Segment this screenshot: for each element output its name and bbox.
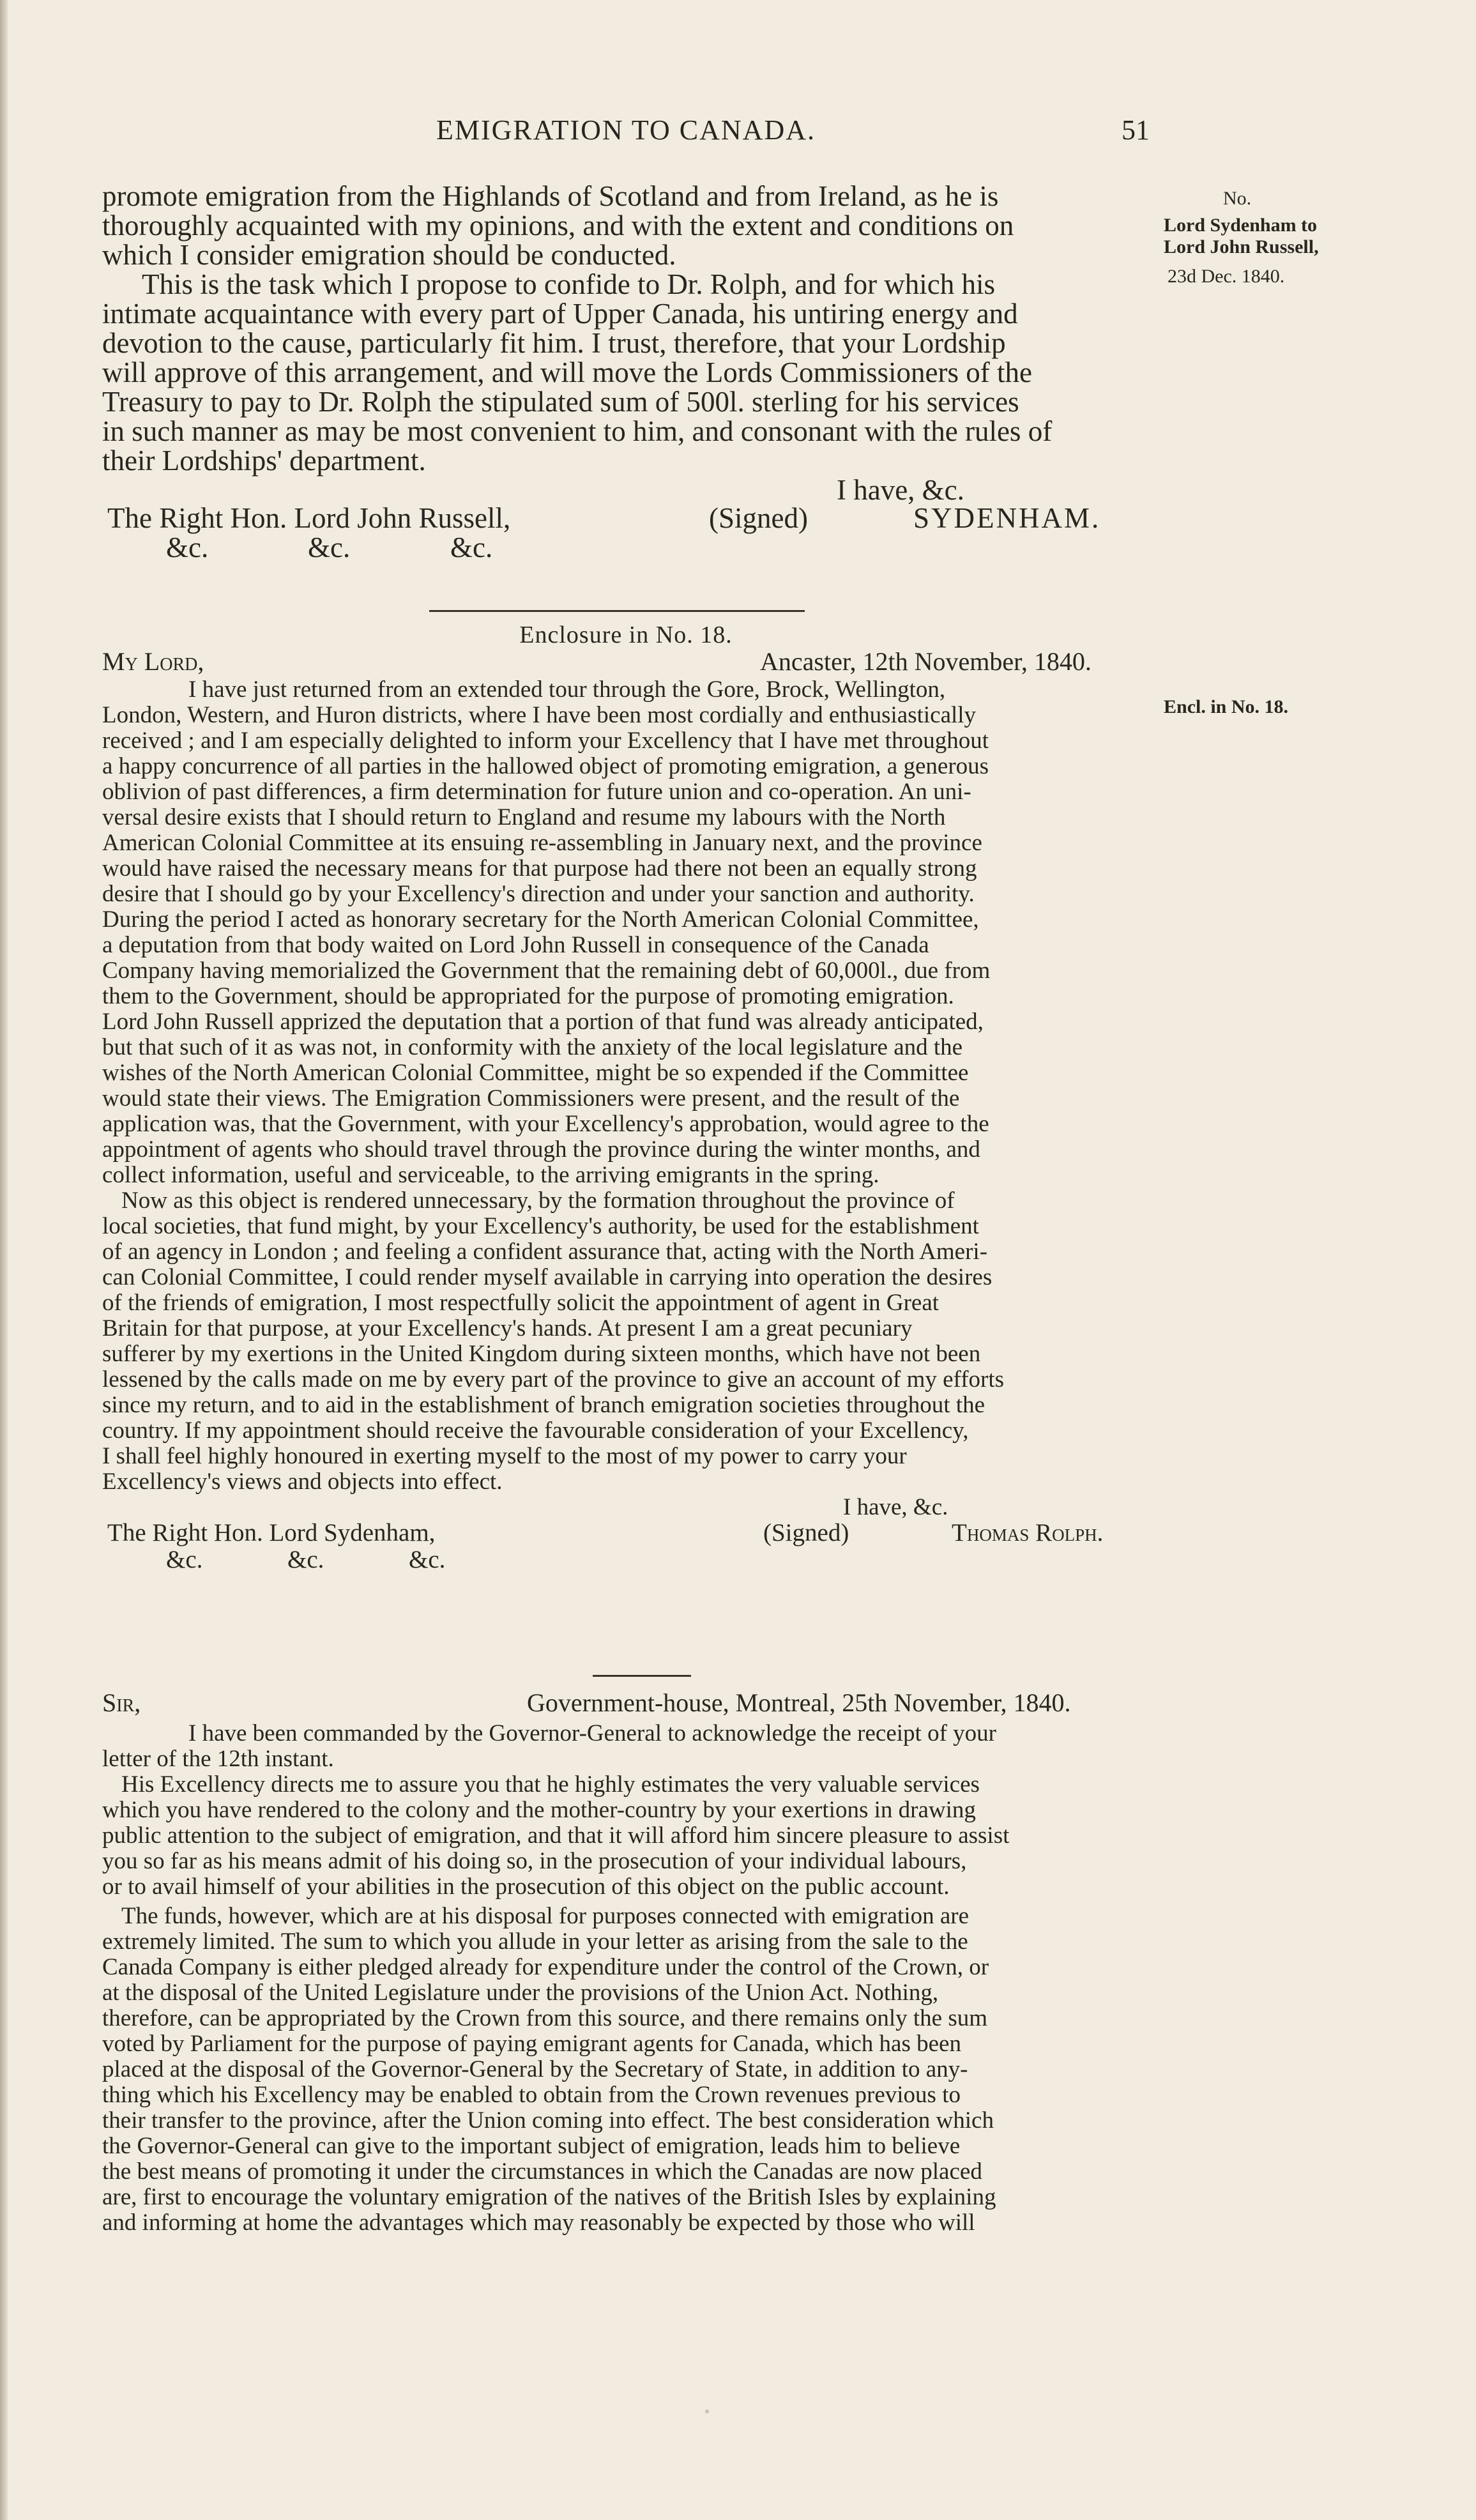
text-line: and informing at home the advantages which may reasonably be expected by those who will (102, 2210, 975, 2236)
text-line: at the disposal of the United Legislature under the provisions of the Union Act. Nothing, (102, 1980, 939, 2006)
text-line: Britain for that purpose, at your Excellency's hands. At present I am a great pecuniary (102, 1315, 913, 1341)
text-line: Treasury to pay to Dr. Rolph the stipulated sum of 500l. sterling for his services (102, 386, 1019, 418)
text-line: received ; and I am especially delighted to inform your Excellency that I have met throughout (102, 728, 989, 754)
margin-note-enclosure: Encl. in No. 18. (1164, 696, 1289, 717)
text-line: I have just returned from an extended tour through the Gore, Brock, Wellington, (188, 676, 946, 703)
text-line: placed at the disposal of the Governor-General by the Secretary of State, in addition to any- (102, 2056, 968, 2082)
page-header (102, 114, 1150, 158)
text-line: promote emigration from the Highlands of Scotland and from Ireland, as he is (102, 180, 999, 212)
reply-letter (102, 1690, 1150, 2236)
text-line: since my return, and to aid in the establishment of branch emigration societies throughout the (102, 1392, 985, 1418)
text-line: of an agency in London ; and feeling a confident assurance that, acting with the North Ameri- (102, 1239, 988, 1265)
text-line: His Excellency directs me to assure you that he highly estimates the very valuable services (121, 1771, 980, 1798)
text-line: can Colonial Committee, I could render myself available in carrying into operation the desires (102, 1264, 993, 1290)
text-line: the best means of promoting it under the circumstances in which the Canadas are now placed (102, 2158, 982, 2185)
etc: &c. (166, 1546, 203, 1573)
closing: I have, &c. (837, 474, 964, 506)
text-line: but that such of it as was not, in conformity with the anxiety of the local legislature and the (102, 1034, 963, 1060)
text-line: I have been commanded by the Governor-General to acknowledge the receipt of your (188, 1720, 996, 1746)
text-line: I shall feel highly honoured in exerting myself to the most of my power to carry your (102, 1443, 907, 1469)
text-line: During the period I acted as honorary secretary for the North American Colonial Committee, (102, 906, 979, 933)
text-line: or to avail himself of your abilities in the prosecution of this object on the public account. (102, 1874, 950, 1900)
signed-label: (Signed) (709, 502, 808, 534)
text-line: would state their views. The Emigration Commissioners were present, and the result of the (102, 1085, 960, 1111)
text-line: This is the task which I propose to confide to Dr. Rolph, and for which his (142, 268, 996, 300)
text-line: versal desire exists that I should return to England and resume my labours with the North (102, 804, 946, 830)
section-divider (593, 1675, 691, 1677)
etc: &c. (308, 531, 351, 563)
text-line: extremely limited. The sum to which you allude in your letter as arising from the sale to the (102, 1928, 968, 1955)
text-line: local societies, that fund might, by your Excellency's authority, be used for the establishment (102, 1213, 979, 1239)
etc: &c. (450, 531, 493, 563)
text-line: will approve of this arrangement, and will move the Lords Commissioners of the (102, 356, 1032, 388)
text-line: you so far as his means admit of his doing so, in the prosecution of your individual labours, (102, 1848, 967, 1874)
text-line: Company having memorialized the Government that the remaining debt of 60,000l., due from (102, 958, 991, 984)
text-line: in such manner as may be most convenient to him, and consonant with the rules of (102, 415, 1053, 447)
text-line: sufferer by my exertions in the United Kingdom during sixteen months, which have not been (102, 1341, 981, 1367)
text-line: Now as this object is rendered unnecessary, by the formation throughout the province of (121, 1187, 955, 1214)
text-line: appointment of agents who should travel through the province during the winter months, and (102, 1136, 980, 1163)
text-line: collect information, useful and serviceable, to the arriving emigrants in the spring. (102, 1162, 879, 1188)
text-line: which you have rendered to the colony and the mother-country by your exertions in drawing (102, 1797, 976, 1823)
text-line: country. If my appointment should receive the favourable consideration of your Excellency, (102, 1417, 969, 1444)
signed-label: (Signed) (763, 1519, 849, 1546)
text-line: are, first to encourage the voluntary emigration of the natives of the British Isles by explaining (102, 2184, 996, 2210)
text-line: wishes of the North American Colonial Committee, might be so expended if the Committee (102, 1060, 969, 1086)
text-line: which I consider emigration should be conducted. (102, 239, 676, 271)
section-divider (429, 610, 805, 612)
text-line: oblivion of past differences, a firm determination for future union and co-operation. An uni- (102, 779, 971, 805)
text-line: thoroughly acquainted with my opinions, and with the extent and conditions on (102, 210, 1014, 241)
text-line: the Governor-General can give to the important subject of emigration, leads him to believe (102, 2133, 961, 2159)
text-line: their Lordships' department. (102, 445, 426, 477)
text-line: letter of the 12th instant. (102, 1746, 334, 1772)
addressee: The Right Hon. Lord Sydenham, (107, 1519, 436, 1546)
text-line: thing which his Excellency may be enabled to obtain from the Crown revenues previous to (102, 2082, 961, 2108)
letter-sydenham (102, 181, 1150, 562)
place-date: Government-house, Montreal, 25th November, 1840. (527, 1688, 1071, 1717)
salutation: Sir, (102, 1688, 141, 1717)
text-line: their transfer to the province, after the Union coming into effect. The best consideration which (102, 2107, 994, 2134)
enclosure-letter (102, 621, 1150, 1574)
text-line: application was, that the Government, with your Excellency's approbation, would agree to the (102, 1111, 989, 1137)
text-line: would have raised the necessary means for that purpose had there not been an equally strong (102, 855, 977, 882)
margin-note-date: 23d Dec. 1840. (1168, 266, 1285, 287)
page-edge (0, 0, 8, 2520)
text-line: American Colonial Committee at its ensuing re-assembling in January next, and the province (102, 830, 982, 856)
text-line: London, Western, and Huron districts, where I have been most cordially and enthusiastically (102, 702, 977, 728)
text-line: Canada Company is either pledged already for expenditure under the control of the Crown, or (102, 1954, 989, 1980)
text-line: devotion to the cause, particularly fit him. I trust, therefore, that your Lordship (102, 327, 1006, 359)
closing: I have, &c. (843, 1494, 948, 1520)
place-date: Ancaster, 12th November, 1840. (760, 647, 1092, 676)
text-line: lessened by the calls made on me by every part of the province to give an account of my efforts (102, 1366, 1005, 1393)
addressee: The Right Hon. Lord John Russell, (107, 502, 511, 534)
text-line: The funds, however, which are at his disposal for purposes connected with emigration are (121, 1903, 970, 1929)
salutation: My Lord, (102, 647, 204, 676)
page-number: 51 (1122, 114, 1150, 146)
text-line: them to the Government, should be appropriated for the purpose of promoting emigration. (102, 983, 954, 1009)
paper-speck (705, 2409, 709, 2413)
text-line: of the friends of emigration, I most respectfully solicit the appointment of agent in Great (102, 1290, 940, 1316)
enclosure-title: Enclosure in No. 18. (519, 622, 733, 648)
signer: SYDENHAM. (913, 502, 1101, 534)
margin-note-number: No. (1223, 188, 1252, 209)
text-line: intimate acquaintance with every part of Upper Canada, his untiring energy and (102, 298, 1018, 330)
running-title: EMIGRATION TO CANADA. (436, 114, 816, 146)
margin-note-from: Lord Sydenham to (1164, 215, 1318, 236)
text-line: voted by Parliament for the purpose of paying emigrant agents for Canada, which has been (102, 2031, 961, 2057)
signer: Thomas Rolph. (952, 1519, 1104, 1546)
margin-note-to: Lord John Russell, (1164, 236, 1319, 257)
text-line: public attention to the subject of emigration, and that it will afford him sincere pleasure to assist (102, 1822, 1010, 1849)
text-line: therefore, can be appropriated by the Crown from this source, and there remains only the sum (102, 2005, 988, 2031)
text-line: Excellency's views and objects into effect. (102, 1469, 503, 1495)
etc: &c. (287, 1546, 324, 1573)
text-line: a deputation from that body waited on Lord John Russell in consequence of the Canada (102, 932, 929, 958)
text-line: Lord John Russell apprized the deputation that a portion of that fund was already anticipated, (102, 1009, 984, 1035)
etc: &c. (166, 531, 209, 563)
text-line: a happy concurrence of all parties in the hallowed object of promoting emigration, a generous (102, 753, 989, 779)
text-line: desire that I should go by your Excellency's direction and under your sanction and authority. (102, 881, 975, 907)
etc: &c. (409, 1546, 446, 1573)
